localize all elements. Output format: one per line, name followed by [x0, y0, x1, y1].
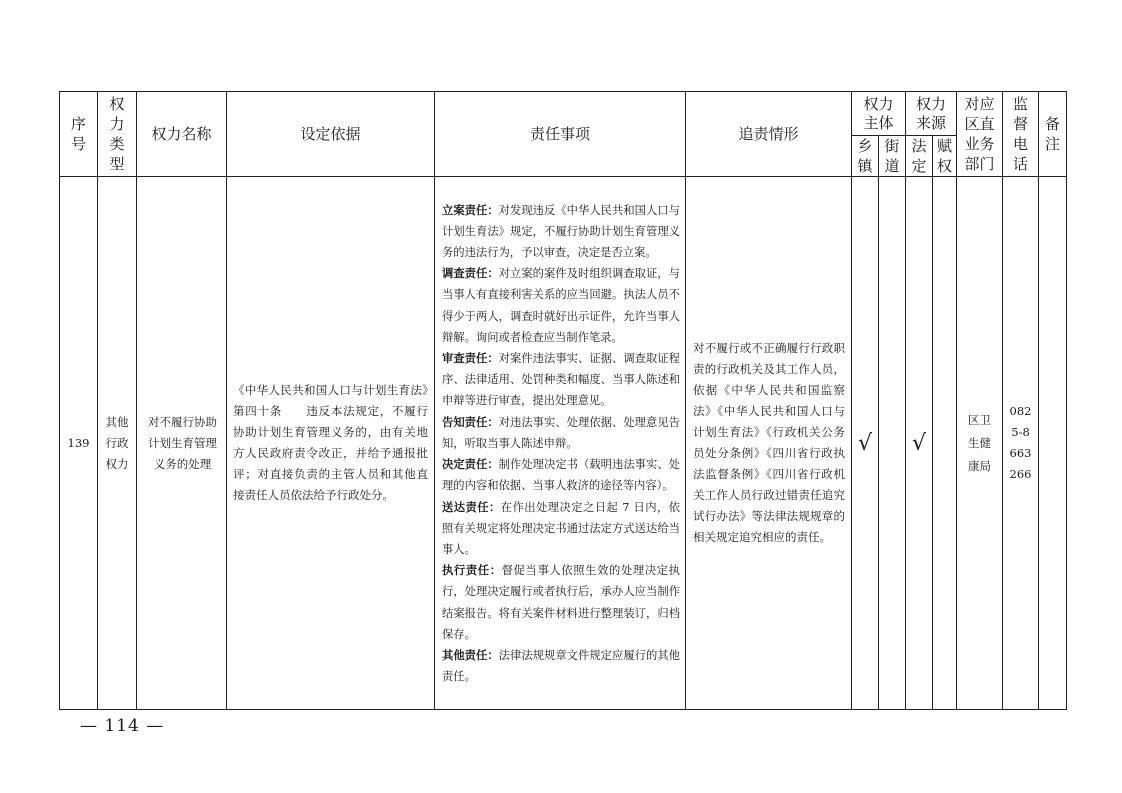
duty-item-label: 送达责任： [442, 499, 501, 514]
row-basis: 《中华人民共和国人口与计划生育法》第四十条 违反本法规定，不履行协助计划生育管理义务的，由有关地方人民政府责令改正，并给予通报批评；对直接负责的主管人员和其他直接责任人员依法给予行政处分。 [227, 177, 435, 710]
duty-item-label: 执行责任： [442, 563, 502, 578]
header-remark: 备注 [1039, 92, 1067, 177]
header-duty: 责任事项 [435, 92, 686, 177]
duty-item [442, 560, 680, 645]
duty-item [442, 645, 680, 687]
table-row [60, 177, 1067, 710]
row-town-check: √ [852, 177, 879, 710]
header-source-grant: 赋权 [933, 136, 957, 177]
row-seq: 139 [60, 177, 98, 710]
duty-item-label: 告知责任： [442, 414, 499, 429]
row-accountability: 对不履行或不正确履行行政职责的行政机关及其工作人员，依据《中华人民共和国监察法》《中华人民共和国人口与计划生育法》《行政机关公务员处分条例》《四川省行政执法监督条例》《四川省行政机关工作人员行政过错责任追究试行办法》等法律法规规章的相关规定追究相应的责任。 [686, 177, 852, 710]
duty-item-label: 审查责任： [442, 351, 499, 366]
duty-item [442, 348, 680, 412]
duty-item-label: 其他责任： [442, 647, 499, 662]
duty-item-text: 在作出处理决定之日起 7 日内，依照有关规定将处理决定书通过法定方式送达给当事人。 [442, 500, 680, 556]
header-subject: 权力主体 [852, 92, 906, 136]
duty-item-label: 调查责任： [442, 266, 499, 281]
duty-item-text: 督促当事人依照生效的处理决定执行，处理决定履行或者执行后，承办人应当制作结案报告。将有关案件材料进行整理装订，归档保存。 [442, 564, 680, 641]
page-number: — 114 — [80, 716, 165, 736]
row-duties [435, 177, 686, 710]
duty-item [442, 263, 680, 348]
duty-item-text: 对发现违反《中华人民共和国人口与计划生育法》规定，不履行协助计划生育管理义务的违法行为，予以审查，决定是否立案。 [442, 203, 680, 260]
header-accountability: 追责情形 [686, 92, 852, 177]
duty-item-text: 制作处理决定书（载明违法事实、处理的内容和依据、当事人救济的途径等内容）。 [442, 458, 680, 493]
duty-item [442, 497, 680, 561]
header-source-legal: 法定 [906, 136, 933, 177]
duty-item-label: 立案责任： [442, 202, 499, 217]
row-street-check [879, 177, 906, 710]
header-dept: 对应区直业务部门 [957, 92, 1003, 177]
row-dept: 区卫生健康局 [957, 177, 1003, 710]
duty-item-text: 对立案的案件及时组织调查取证，与当事人有直接利害关系的应当回避。执法人员不得少于两人，调查时就好出示证件，允许当事人辩解。询问或者检查应当制作笔录。 [442, 267, 680, 344]
duty-item-text: 对违法事实、处理依据、处理意见告知，听取当事人陈述申辩。 [442, 415, 680, 450]
header-basis: 设定依据 [227, 92, 435, 177]
row-phone: 0825-8663266 [1003, 177, 1039, 710]
row-name: 对不履行协助计划生育管理义务的处理 [137, 177, 227, 710]
duty-list [442, 200, 680, 688]
duty-item-label: 决定责任： [442, 457, 499, 472]
header-phone: 监督电话 [1003, 92, 1039, 177]
duty-item [442, 454, 680, 496]
row-legal-check: √ [906, 177, 933, 710]
header-subject-street: 街道 [879, 136, 906, 177]
row-grant-check [933, 177, 957, 710]
header-subject-town: 乡镇 [852, 136, 879, 177]
duty-item [442, 412, 680, 454]
duty-item [442, 200, 680, 264]
row-type: 其他行政权力 [98, 177, 137, 710]
header-name: 权力名称 [137, 92, 227, 177]
duty-item-text: 对案件违法事实、证据、调查取证程序、法律适用、处罚种类和幅度、当事人陈述和申辩等进行审查，提出处理意见。 [442, 352, 680, 408]
duty-item-text: 法律法规规章文件规定应履行的其他责任。 [442, 648, 680, 684]
header-row-1 [60, 92, 1067, 136]
row-remark [1039, 177, 1067, 710]
header-seq: 序号 [60, 92, 98, 177]
header-type: 权力类型 [98, 92, 137, 177]
power-list-table [59, 91, 1067, 710]
header-source: 权力来源 [906, 92, 957, 136]
power-list-table-container [59, 91, 1066, 710]
